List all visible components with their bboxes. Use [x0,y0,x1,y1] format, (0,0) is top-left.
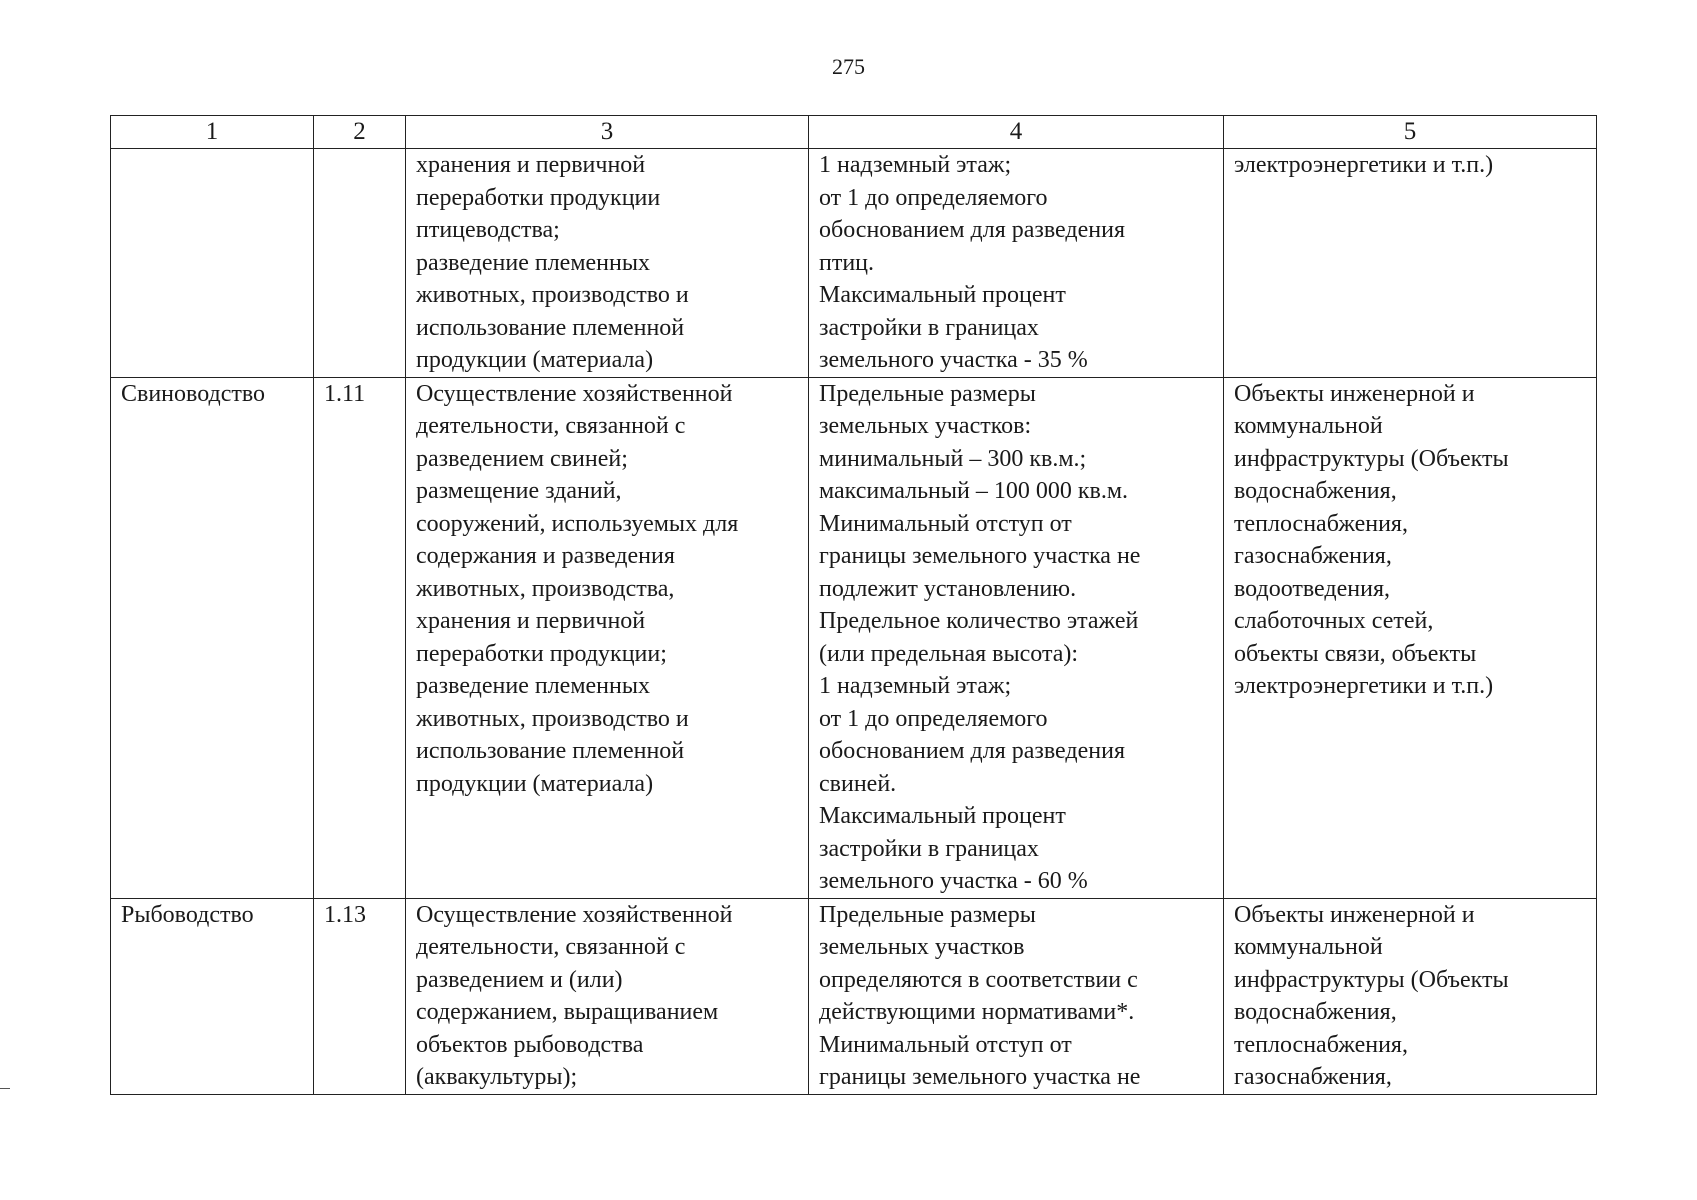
parameters-line: границы земельного участка не [819,543,1141,569]
parameters-line: минимальный – 300 кв.м.; [819,445,1087,472]
parameters-line: максимальный – 100 000 кв.м. [819,478,1129,504]
parameters-line: обоснованием для разведения [819,738,1125,764]
header-cell-2: 2 [314,116,406,149]
objects-line: газоснабжения, [1234,1064,1392,1090]
description-line: содержанием, выращиванием [416,999,719,1025]
use-code-cell [314,898,406,1094]
objects-line: инфраструктуры (Объекты [1234,445,1509,472]
parameters-line: 1 надземный этаж; [819,673,1012,699]
objects-line: газоснабжения, [1234,543,1392,569]
zoning-table [110,115,1597,1095]
parameters-cell [809,898,1224,1094]
parameters-line: земельного участка - 60 % [819,868,1088,894]
description-line: животных, производство и [416,282,689,308]
table-row [111,898,1597,1094]
parameters-line: Предельные размеры [819,380,1036,407]
objects-line: теплоснабжения, [1234,510,1408,537]
parameters-line: 1 надземный этаж; [819,152,1012,178]
parameters-line: Предельное количество этажей [819,608,1139,634]
description-line: разведение племенных [416,249,650,276]
objects-line: водоотведения, [1234,575,1390,602]
description-line: разведением и (или) [416,966,623,993]
description-line: хранения и первичной [416,608,646,634]
use-name: Рыбоводство [121,901,254,928]
parameters-line: от 1 до определяемого [819,184,1048,211]
parameters-line: подлежит установлению. [819,575,1077,602]
objects-line: коммунальной [1234,413,1383,439]
description-line: продукции (материала) [416,770,654,797]
objects-line: электроэнергетики и т.п.) [1234,152,1494,178]
use-name-cell [111,149,314,378]
description-line: использование племенной [416,314,685,341]
objects-cell [1224,377,1597,898]
parameters-cell [809,377,1224,898]
page-number: 275 [832,54,865,79]
use-code-cell [314,377,406,898]
objects-cell [1224,149,1597,378]
parameters-line: Максимальный процент [819,803,1066,829]
parameters-line: действующими нормативами*. [819,999,1135,1025]
objects-cell [1224,898,1597,1094]
description-line: животных, производство и [416,705,689,732]
objects-line: водоснабжения, [1234,478,1397,504]
description-line: птицеводства; [416,217,560,243]
header-cell-4: 4 [809,116,1224,149]
description-line: разведение племенных [416,673,650,699]
parameters-line: земельного участка - 35 % [819,347,1088,373]
parameters-line: (или предельная высота): [819,640,1079,667]
objects-line: Объекты инженерной и [1234,901,1475,928]
objects-line: водоснабжения, [1234,999,1397,1025]
description-line: использование племенной [416,738,685,764]
table-row [111,377,1597,898]
table-row [111,149,1597,378]
description-line: Осуществление хозяйственной [416,901,733,928]
description-line: переработки продукции; [416,640,667,667]
description-line: разведением свиней; [416,445,628,472]
objects-line: Объекты инженерной и [1234,380,1475,407]
description-line: продукции (материала) [416,347,654,373]
description-line: содержания и разведения [416,543,675,569]
parameters-line: Максимальный процент [819,282,1066,308]
objects-line: коммунальной [1234,934,1383,960]
edge-mark [0,1088,10,1089]
parameters-line: застройки в границах [819,314,1039,341]
parameters-line: обоснованием для разведения [819,217,1125,243]
parameters-line: Минимальный отступ от [819,510,1072,537]
parameters-line: Предельные размеры [819,901,1036,928]
description-line: объектов рыбоводства [416,1031,644,1058]
parameters-line: свиней. [819,770,897,797]
use-name-cell [111,377,314,898]
description-line: хранения и первичной [416,152,646,178]
parameters-cell [809,149,1224,378]
use-code: 1.13 [324,901,366,928]
use-code: 1.11 [324,380,366,407]
use-name: Свиноводство [121,380,266,407]
objects-line: электроэнергетики и т.п.) [1234,673,1494,699]
objects-line: объекты связи, объекты [1234,640,1477,667]
objects-line: теплоснабжения, [1234,1031,1408,1058]
parameters-line: земельных участков [819,934,1025,960]
parameters-line: границы земельного участка не [819,1064,1141,1090]
description-line: размещение зданий, [416,478,622,504]
parameters-line: от 1 до определяемого [819,705,1048,732]
description-line: деятельности, связанной с [416,934,686,960]
description-cell [406,898,809,1094]
header-row [111,116,1597,149]
use-code-cell [314,149,406,378]
use-name-cell [111,898,314,1094]
parameters-line: птиц. [819,249,875,276]
objects-line: инфраструктуры (Объекты [1234,966,1509,993]
objects-line: слаботочных сетей, [1234,608,1434,634]
description-cell [406,377,809,898]
header-cell-5: 5 [1224,116,1597,149]
parameters-line: определяются в соответствии с [819,966,1138,993]
parameters-line: Минимальный отступ от [819,1031,1072,1058]
description-line: переработки продукции [416,184,661,211]
header-cell-1: 1 [111,116,314,149]
parameters-line: застройки в границах [819,835,1039,862]
description-line: сооружений, используемых для [416,510,739,537]
description-cell [406,149,809,378]
header-cell-3: 3 [406,116,809,149]
description-line: животных, производства, [416,575,675,602]
parameters-line: земельных участков: [819,413,1032,439]
description-line: (аквакультуры); [416,1064,578,1090]
description-line: деятельности, связанной с [416,413,686,439]
description-line: Осуществление хозяйственной [416,380,733,407]
